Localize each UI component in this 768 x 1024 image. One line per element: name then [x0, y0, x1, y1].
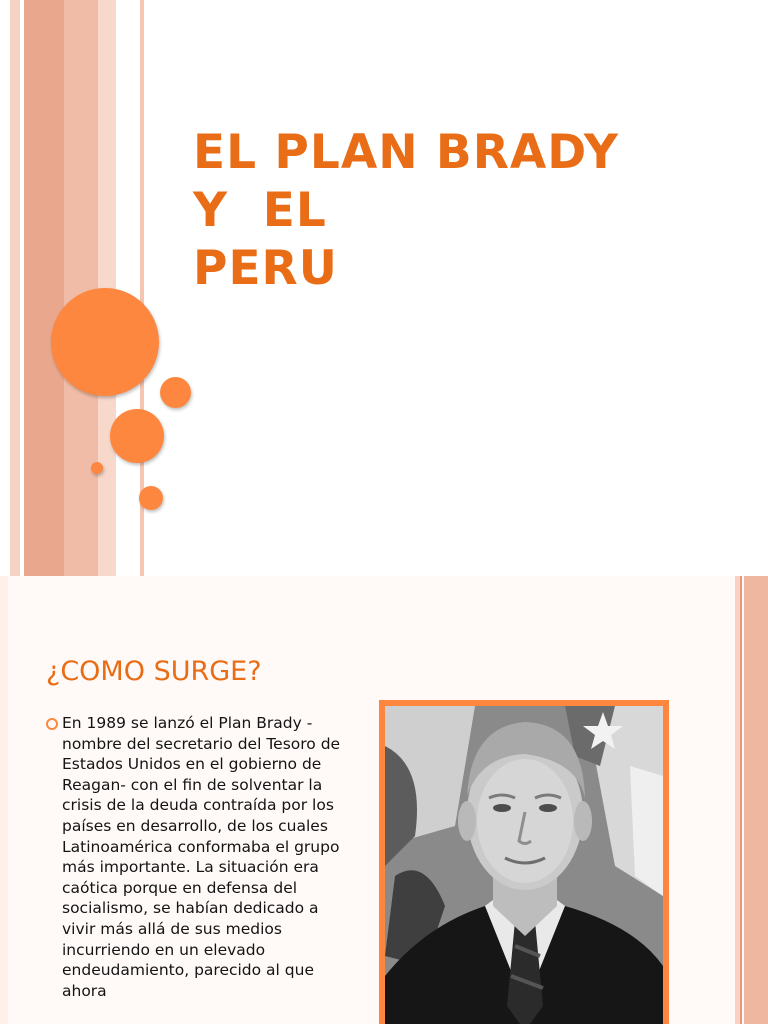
decor-circle: [160, 377, 191, 408]
decor-stripe: [0, 576, 8, 1024]
decor-circle: [51, 288, 159, 396]
bullet-icon: [46, 718, 58, 730]
decor-stripe: [24, 0, 64, 576]
decor-circle: [91, 462, 103, 474]
decor-stripe: [64, 0, 98, 576]
decor-circle: [139, 486, 163, 510]
title-line-2: Y EL: [193, 183, 327, 238]
title-line-1: EL PLAN BRADY: [193, 125, 619, 180]
photo-frame: [379, 700, 669, 1024]
decor-circle: [110, 409, 164, 463]
decor-stripe: [740, 576, 742, 1024]
content-slide: [0, 576, 768, 1024]
slide-title: [193, 124, 619, 298]
decor-stripe: [744, 576, 768, 1024]
body-paragraph: En 1989 se lanzó el Plan Brady -nombre del secretario del Tesoro de Estados Unidos en el gobierno de Reagan- con el fin de solventar la crisis de la deuda contraída por los países en desarrollo, de los cuales Latinoamérica conformaba el grupo más importante. La situación era caótica porque en defensa del socialismo, se habían dedicado a vivir más allá de sus medios incurriendo en un elevado endeudamiento, parecido al que ahora: [62, 714, 341, 1000]
slide-heading: ¿COMO SURGE?: [46, 656, 262, 687]
portrait-photo: [385, 706, 663, 1024]
title-line-3: PERU: [193, 241, 338, 296]
decor-stripe: [10, 0, 20, 576]
